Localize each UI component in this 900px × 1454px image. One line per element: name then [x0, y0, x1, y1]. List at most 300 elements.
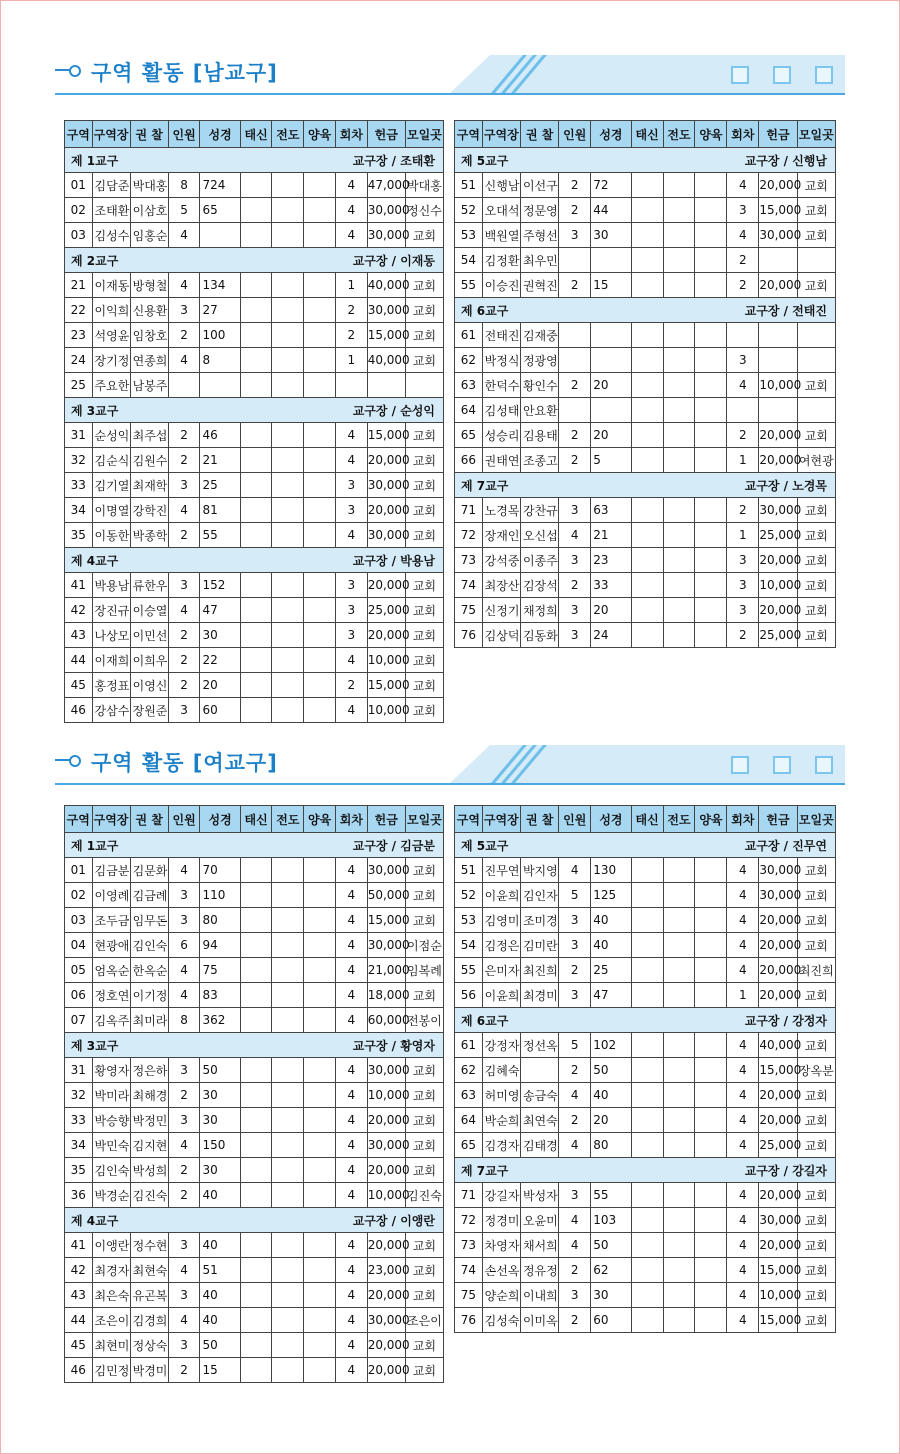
table-cell [240, 623, 272, 648]
table-cell: 40 [200, 1283, 240, 1308]
group-leader: 교구장 / 신행남 [744, 153, 827, 168]
column-header: 성경 [200, 121, 240, 148]
table-cell: 2 [559, 1058, 591, 1083]
table-cell: 2 [335, 673, 367, 698]
table-cell: 4 [335, 1008, 367, 1033]
table-cell: 교회 [797, 1308, 835, 1333]
table-cell: 박성자 [520, 1183, 558, 1208]
table-cell: 4 [727, 1283, 759, 1308]
table-cell: 김순식 [92, 448, 130, 473]
table-cell: 임복례 [405, 958, 443, 983]
table-cell: 최해경 [130, 1083, 168, 1108]
table-cell: 10,000 [759, 373, 797, 398]
table-cell [695, 273, 727, 298]
table-cell [631, 1183, 663, 1208]
table-cell: 4 [335, 223, 367, 248]
table-cell: 35 [65, 523, 93, 548]
table-cell: 교회 [405, 448, 443, 473]
group-name: 제 7교구 [461, 478, 509, 493]
table-cell: 3 [559, 933, 591, 958]
table-cell [695, 448, 727, 473]
table-row [65, 523, 444, 548]
table-cell: 4 [335, 983, 367, 1008]
table-cell: 2 [727, 423, 759, 448]
table-cell: 전봉이 [405, 1008, 443, 1033]
table-cell [272, 623, 304, 648]
table-cell [631, 1258, 663, 1283]
table-cell: 4 [727, 1233, 759, 1258]
table-row [65, 883, 444, 908]
table-cell [695, 1233, 727, 1258]
table-cell [663, 548, 695, 573]
group-row [455, 473, 836, 498]
table-cell: 4 [559, 1208, 591, 1233]
table-cell: 4 [335, 523, 367, 548]
table-cell [797, 398, 835, 423]
table-cell: 3 [727, 573, 759, 598]
table-cell [631, 323, 663, 348]
table-cell: 교회 [797, 273, 835, 298]
column-header: 권 찰 [520, 806, 558, 833]
table-cell: 3 [168, 1333, 200, 1358]
table-cell: 50 [200, 1333, 240, 1358]
table-cell: 이재동 [92, 273, 130, 298]
table-cell [240, 448, 272, 473]
table-cell: 3 [335, 623, 367, 648]
table-cell [240, 648, 272, 673]
table-cell: 4 [335, 1233, 367, 1258]
table-row [65, 373, 444, 398]
table-row [455, 198, 836, 223]
table-cell: 61 [455, 1033, 483, 1058]
table-cell [304, 598, 336, 623]
table-cell [272, 523, 304, 548]
table-cell: 교회 [797, 1033, 835, 1058]
table-cell: 2 [168, 448, 200, 473]
table-cell: 2 [559, 373, 591, 398]
table-cell [240, 1058, 272, 1083]
table-cell [663, 173, 695, 198]
table-cell: 30,000 [759, 498, 797, 523]
table-cell [663, 1258, 695, 1283]
table-cell: 63 [591, 498, 631, 523]
table-cell: 4 [727, 173, 759, 198]
table-cell: 30,000 [367, 473, 405, 498]
table-cell: 교회 [797, 1108, 835, 1133]
table-cell: 4 [335, 883, 367, 908]
table-cell: 47 [591, 983, 631, 1008]
table-cell [631, 198, 663, 223]
table-cell [304, 523, 336, 548]
table-cell: 10,000 [759, 1283, 797, 1308]
table-cell: 교회 [405, 298, 443, 323]
table-row [455, 523, 836, 548]
table-cell: 20,000 [759, 1183, 797, 1208]
table-cell: 교회 [405, 573, 443, 598]
table-cell: 김기열 [92, 473, 130, 498]
table-cell: 최재학 [130, 473, 168, 498]
table-cell [695, 933, 727, 958]
table-row [455, 908, 836, 933]
column-header: 구역장 [482, 121, 520, 148]
table-cell [797, 348, 835, 373]
table-cell [272, 1083, 304, 1108]
table-cell [663, 1183, 695, 1208]
table-cell: 27 [200, 298, 240, 323]
table-cell: 70 [200, 858, 240, 883]
group-leader: 교구장 / 조태환 [352, 153, 435, 168]
table-cell: 교회 [405, 858, 443, 883]
table-cell [663, 1033, 695, 1058]
table-cell: 20,000 [759, 423, 797, 448]
table-cell: 김용태 [520, 423, 558, 448]
table-row [65, 958, 444, 983]
table-cell [304, 423, 336, 448]
table-cell [240, 1108, 272, 1133]
table-cell: 오대석 [482, 198, 520, 223]
table-cell [591, 348, 631, 373]
group-leader: 교구장 / 황영자 [352, 1038, 435, 1053]
table-cell: 4 [727, 1183, 759, 1208]
table-cell: 김장석 [520, 573, 558, 598]
table-cell [663, 198, 695, 223]
column-header: 헌금 [759, 121, 797, 148]
table-row [65, 1233, 444, 1258]
table-cell: 30,000 [367, 858, 405, 883]
table-cell: 교회 [797, 598, 835, 623]
table-row [455, 1108, 836, 1133]
table-cell [631, 273, 663, 298]
table-cell: 40 [200, 1233, 240, 1258]
table-cell: 정광영 [520, 348, 558, 373]
group-name: 제 7교구 [461, 1163, 509, 1178]
table-cell: 4 [168, 958, 200, 983]
table-cell: 이재희 [92, 648, 130, 673]
table-cell: 교회 [797, 933, 835, 958]
table-row [455, 1083, 836, 1108]
table-cell [631, 498, 663, 523]
column-header: 태신 [240, 121, 272, 148]
table-cell: 20,000 [367, 498, 405, 523]
table-cell: 4 [727, 958, 759, 983]
table-cell: 8 [168, 173, 200, 198]
table-cell: 김문화 [130, 858, 168, 883]
table-cell: 20,000 [759, 1108, 797, 1133]
table-cell [304, 323, 336, 348]
table-cell: 25 [65, 373, 93, 398]
column-header: 전도 [663, 121, 695, 148]
table-cell: 60 [591, 1308, 631, 1333]
table-cell: 4 [335, 1308, 367, 1333]
table-cell: 교회 [405, 1108, 443, 1133]
table-cell: 55 [455, 273, 483, 298]
table-cell [240, 223, 272, 248]
table-cell [695, 573, 727, 598]
table-cell [695, 498, 727, 523]
table-cell: 3 [559, 1183, 591, 1208]
group-cell [65, 148, 444, 173]
table-header-row [455, 121, 836, 148]
group-cell [65, 398, 444, 423]
table-cell: 교회 [405, 223, 443, 248]
column-header: 구역장 [482, 806, 520, 833]
table-cell [272, 373, 304, 398]
table-row [65, 1308, 444, 1333]
table-cell: 2 [559, 1308, 591, 1333]
table-cell: 30,000 [367, 1133, 405, 1158]
table-cell: 20,000 [759, 598, 797, 623]
group-row [65, 1033, 444, 1058]
table-cell: 20,000 [367, 1333, 405, 1358]
table-cell: 김진숙 [130, 1183, 168, 1208]
section-header-men [55, 55, 845, 95]
column-header: 양육 [304, 806, 336, 833]
table-cell: 2 [168, 423, 200, 448]
table-cell: 1 [335, 348, 367, 373]
table-cell: 4 [335, 648, 367, 673]
table-cell [663, 598, 695, 623]
table-cell [272, 648, 304, 673]
table-cell: 43 [65, 1283, 93, 1308]
table-cell: 신정기 [482, 598, 520, 623]
table-cell [304, 883, 336, 908]
group-row [65, 248, 444, 273]
table-cell: 박대홍 [405, 173, 443, 198]
table-cell: 40,000 [367, 273, 405, 298]
table-cell: 20,000 [759, 548, 797, 573]
table-cell: 15,000 [759, 1058, 797, 1083]
table-cell: 10,000 [367, 648, 405, 673]
table-cell: 40 [591, 1083, 631, 1108]
table-cell: 이종주 [520, 548, 558, 573]
table-cell [695, 248, 727, 273]
table-cell [304, 1258, 336, 1283]
table-cell: 3 [559, 498, 591, 523]
table-cell: 4 [335, 1058, 367, 1083]
table-cell [272, 1158, 304, 1183]
table-cell: 박미라 [92, 1083, 130, 1108]
table-cell [631, 908, 663, 933]
table-cell: 04 [65, 933, 93, 958]
table-cell: 교회 [797, 983, 835, 1008]
table-cell: 3 [168, 698, 200, 723]
table-cell [304, 198, 336, 223]
group-leader: 교구장 / 순성익 [352, 403, 435, 418]
table-cell: 권혁진 [520, 273, 558, 298]
group-cell [65, 1208, 444, 1233]
table-cell [272, 1008, 304, 1033]
table-cell: 3 [727, 548, 759, 573]
table-row [65, 223, 444, 248]
table-cell: 강석중 [482, 548, 520, 573]
table-cell [240, 1158, 272, 1183]
table-cell: 한덕수 [482, 373, 520, 398]
table-cell [367, 373, 405, 398]
table-cell: 이명열 [92, 498, 130, 523]
table-cell: 20,000 [759, 958, 797, 983]
column-header: 헌금 [367, 121, 405, 148]
table-row [455, 548, 836, 573]
table-cell: 40 [200, 1308, 240, 1333]
table-cell: 5 [559, 1033, 591, 1058]
table-cell: 15,000 [759, 198, 797, 223]
table-cell: 교회 [405, 323, 443, 348]
table-cell [240, 198, 272, 223]
table-cell: 2 [335, 323, 367, 348]
table-cell: 양순희 [482, 1283, 520, 1308]
column-header: 모일곳 [797, 806, 835, 833]
table-cell [304, 223, 336, 248]
table-cell: 4 [727, 1108, 759, 1133]
table-cell: 김지현 [130, 1133, 168, 1158]
table-cell: 31 [65, 1058, 93, 1083]
table-cell: 4 [168, 348, 200, 373]
table-row [455, 958, 836, 983]
table-cell [240, 498, 272, 523]
table-cell [663, 423, 695, 448]
table-cell [240, 423, 272, 448]
table-cell: 3 [559, 548, 591, 573]
table-cell [663, 223, 695, 248]
table-row [455, 273, 836, 298]
group-row [455, 1158, 836, 1183]
table-cell [631, 1083, 663, 1108]
table-cell: 55 [455, 958, 483, 983]
table-cell: 3 [168, 883, 200, 908]
table-cell [631, 173, 663, 198]
table-cell: 150 [200, 1133, 240, 1158]
table-cell [168, 373, 200, 398]
table-cell [304, 958, 336, 983]
table-cell: 교회 [405, 1133, 443, 1158]
group-cell [65, 548, 444, 573]
table-cell [663, 908, 695, 933]
table-cell [695, 1083, 727, 1108]
table-cell: 교회 [797, 1283, 835, 1308]
table-cell: 교회 [797, 573, 835, 598]
table-cell: 07 [65, 1008, 93, 1033]
table-cell [663, 858, 695, 883]
table-cell [631, 623, 663, 648]
table-cell: 72 [591, 173, 631, 198]
table-cell [272, 983, 304, 1008]
table-cell: 강삼수 [92, 698, 130, 723]
table-cell [663, 398, 695, 423]
table-cell: 71 [455, 498, 483, 523]
table-cell: 25 [591, 958, 631, 983]
table-cell [663, 1108, 695, 1133]
table-cell [240, 673, 272, 698]
table-cell: 25,000 [367, 598, 405, 623]
table-cell: 김민정 [92, 1358, 130, 1383]
table-cell: 76 [455, 623, 483, 648]
table-cell [272, 1333, 304, 1358]
table-cell [304, 473, 336, 498]
table-cell [240, 698, 272, 723]
table-cell [631, 1233, 663, 1258]
table-cell: 박민숙 [92, 1133, 130, 1158]
column-header: 회차 [727, 121, 759, 148]
table-cell: 교회 [405, 623, 443, 648]
table-cell: 교회 [797, 883, 835, 908]
table-cell [663, 273, 695, 298]
table-cell: 3 [559, 623, 591, 648]
table-cell: 박순희 [482, 1108, 520, 1133]
column-header: 헌금 [759, 806, 797, 833]
table-cell: 3 [335, 498, 367, 523]
table-cell [727, 323, 759, 348]
table-cell [631, 858, 663, 883]
group-row [65, 148, 444, 173]
table-cell: 최은숙 [92, 1283, 130, 1308]
table-cell: 20,000 [759, 933, 797, 958]
table-cell: 1 [727, 523, 759, 548]
table-cell: 3 [559, 983, 591, 1008]
table-row [65, 1108, 444, 1133]
table-cell: 4 [727, 1208, 759, 1233]
table-cell: 55 [591, 1183, 631, 1208]
table-cell: 3 [559, 1283, 591, 1308]
table-cell: 김상덕 [482, 623, 520, 648]
table-cell [631, 573, 663, 598]
table-cell: 2 [559, 273, 591, 298]
table-cell: 62 [591, 1258, 631, 1283]
table-row [65, 623, 444, 648]
table-cell: 임창호 [130, 323, 168, 348]
table-cell: 교회 [405, 523, 443, 548]
group-row [455, 1008, 836, 1033]
table-cell: 20,000 [367, 1358, 405, 1383]
table-cell: 교회 [797, 1133, 835, 1158]
table-cell: 43 [65, 623, 93, 648]
table-row [65, 348, 444, 373]
table-cell [272, 1108, 304, 1133]
table-cell: 20,000 [367, 623, 405, 648]
table-cell [663, 348, 695, 373]
table-cell: 4 [335, 448, 367, 473]
table-cell: 현광애 [92, 933, 130, 958]
table-cell: 64 [455, 1108, 483, 1133]
table-cell: 정수현 [130, 1233, 168, 1258]
table-cell: 이앵란 [92, 1233, 130, 1258]
table-cell: 20 [591, 373, 631, 398]
table-cell [405, 373, 443, 398]
table-cell: 허미영 [482, 1083, 520, 1108]
column-header: 구역 [455, 121, 483, 148]
table-cell: 81 [200, 498, 240, 523]
table-cell [695, 1183, 727, 1208]
table-cell [663, 523, 695, 548]
table-cell: 8 [168, 1008, 200, 1033]
table-cell [695, 373, 727, 398]
header-underline [55, 783, 845, 785]
table-cell: 30,000 [759, 1208, 797, 1233]
table-cell: 3 [559, 908, 591, 933]
table-cell: 정신수 [405, 198, 443, 223]
table-cell [695, 1258, 727, 1283]
table-cell: 4 [335, 908, 367, 933]
table-cell [631, 1308, 663, 1333]
group-cell [455, 833, 836, 858]
table-cell: 100 [200, 323, 240, 348]
table-cell [591, 323, 631, 348]
table-cell: 94 [200, 933, 240, 958]
table-cell: 4 [727, 373, 759, 398]
table-cell: 2 [559, 1258, 591, 1283]
table-cell: 30,000 [367, 1058, 405, 1083]
table-cell [695, 348, 727, 373]
table-cell: 50 [591, 1058, 631, 1083]
